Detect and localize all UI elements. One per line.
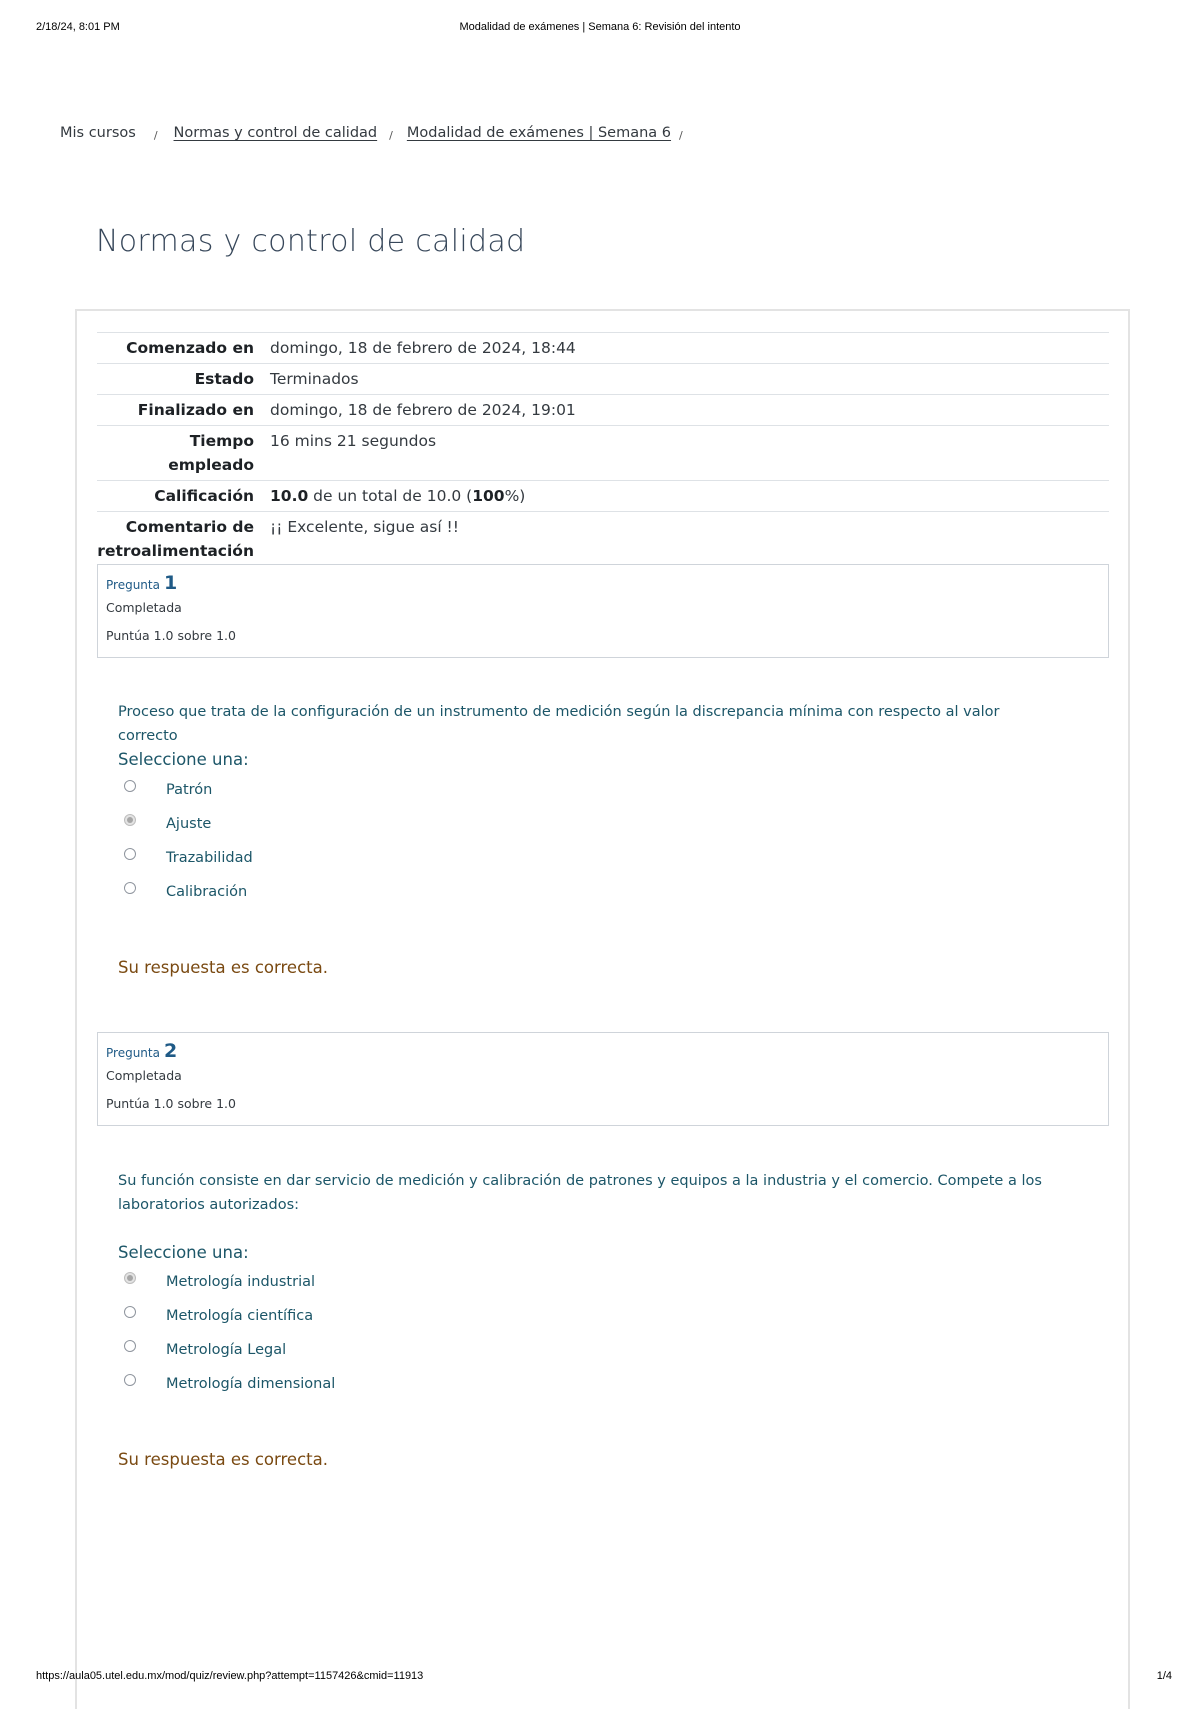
summary-value: Terminados — [270, 364, 1109, 395]
summary-label-line: Comentario de — [125, 518, 254, 536]
grade-end: %) — [504, 487, 526, 505]
breadcrumb-course-link[interactable]: Normas y control de calidad — [173, 125, 378, 141]
answer-label: Calibración — [166, 884, 248, 900]
summary-label: Finalizado en — [97, 395, 270, 426]
question-info-box — [97, 564, 1109, 658]
summary-value — [270, 481, 1109, 512]
breadcrumb-separator: / — [389, 128, 393, 142]
question-state: Completada — [106, 1068, 182, 1083]
answer-option[interactable] — [124, 1338, 286, 1362]
summary-value: domingo, 18 de febrero de 2024, 19:01 — [270, 395, 1109, 426]
question-number-value: 2 — [163, 1040, 178, 1062]
question-grade: Puntúa 1.0 sobre 1.0 — [106, 628, 236, 643]
radio-button[interactable] — [124, 1374, 136, 1386]
breadcrumb-quiz-link[interactable]: Modalidad de exámenes | Semana 6 — [406, 125, 672, 141]
print-url: https://aula05.utel.edu.mx/mod/quiz/review.php?attempt=1157426&cmid=11913 — [36, 1670, 424, 1682]
radio-button[interactable] — [124, 1306, 136, 1318]
answer-label: Metrología Legal — [166, 1342, 287, 1358]
print-datetime: 2/18/24, 8:01 PM — [36, 21, 120, 33]
breadcrumb-separator: / — [153, 128, 158, 142]
question-number-value: 1 — [163, 572, 178, 594]
attempt-summary-table — [97, 332, 1109, 566]
radio-button-selected[interactable] — [124, 814, 136, 826]
answer-option[interactable] — [124, 880, 247, 904]
breadcrumb-separator: / — [679, 128, 683, 142]
question-prompt: Seleccione una: — [118, 1243, 249, 1262]
grade-total: de un total de 10.0 ( — [308, 487, 473, 505]
answer-label: Metrología científica — [166, 1308, 314, 1324]
answer-label: Ajuste — [166, 816, 212, 832]
print-title: Modalidad de exámenes | Semana 6: Revisión del intento — [459, 21, 741, 33]
summary-row-finished — [97, 395, 1109, 426]
answer-label: Patrón — [166, 782, 213, 798]
question-text: Su función consiste en dar servicio de medición y calibración de patrones y equipos a la industria y el comercio. Compete a los laboratorios autorizados: — [118, 1173, 1042, 1213]
radio-button[interactable] — [124, 848, 136, 860]
summary-label — [97, 426, 270, 481]
radio-button[interactable] — [124, 1340, 136, 1352]
question-number — [106, 1040, 1108, 1062]
radio-button-selected[interactable] — [124, 1272, 136, 1284]
question-grade: Puntúa 1.0 sobre 1.0 — [106, 1096, 236, 1111]
page-title: Normas y control de calidad — [96, 224, 526, 259]
question-info-box — [97, 1032, 1109, 1126]
summary-label-line: Tiempo — [189, 432, 254, 450]
radio-button[interactable] — [124, 780, 136, 792]
radio-button[interactable] — [124, 882, 136, 894]
question-feedback: Su respuesta es correcta. — [118, 958, 328, 977]
answer-label: Metrología dimensional — [166, 1376, 336, 1392]
grade-percent: 100 — [472, 487, 505, 505]
question-label: Pregunta — [106, 1046, 160, 1060]
question-number — [106, 572, 1108, 594]
breadcrumb — [60, 122, 683, 144]
summary-label-line: empleado — [168, 456, 254, 474]
question-text: Proceso que trata de la configuración de un instrumento de medición según la discrepancia mínima con respecto al valor correcto — [118, 704, 1000, 744]
summary-row-started — [97, 333, 1109, 364]
grade-score: 10.0 — [270, 487, 309, 505]
answer-option-selected[interactable] — [124, 1270, 315, 1294]
summary-row-feedback — [97, 512, 1109, 567]
breadcrumb-my-courses[interactable]: Mis cursos — [60, 125, 136, 141]
summary-row-state — [97, 364, 1109, 395]
summary-row-grade — [97, 481, 1109, 512]
answer-label: Trazabilidad — [166, 850, 253, 866]
summary-value: ¡¡ Excelente, sigue así !! — [270, 512, 1109, 567]
summary-label: Comenzado en — [97, 333, 270, 364]
answer-option-selected[interactable] — [124, 812, 211, 836]
summary-label: Estado — [97, 364, 270, 395]
summary-value: 16 mins 21 segundos — [270, 426, 1109, 481]
question-label: Pregunta — [106, 578, 160, 592]
answer-label: Metrología industrial — [166, 1274, 316, 1290]
summary-label — [97, 512, 270, 567]
answer-option[interactable] — [124, 846, 253, 870]
summary-row-time — [97, 426, 1109, 481]
question-prompt: Seleccione una: — [118, 750, 249, 769]
answer-option[interactable] — [124, 778, 212, 802]
summary-label: Calificación — [97, 481, 270, 512]
summary-label-line: retroalimentación — [97, 542, 254, 560]
question-feedback: Su respuesta es correcta. — [118, 1450, 328, 1469]
question-state: Completada — [106, 600, 182, 615]
summary-value: domingo, 18 de febrero de 2024, 18:44 — [270, 333, 1109, 364]
answer-option[interactable] — [124, 1304, 313, 1328]
answer-option[interactable] — [124, 1372, 335, 1396]
print-page-number: 1/4 — [1156, 1670, 1172, 1682]
